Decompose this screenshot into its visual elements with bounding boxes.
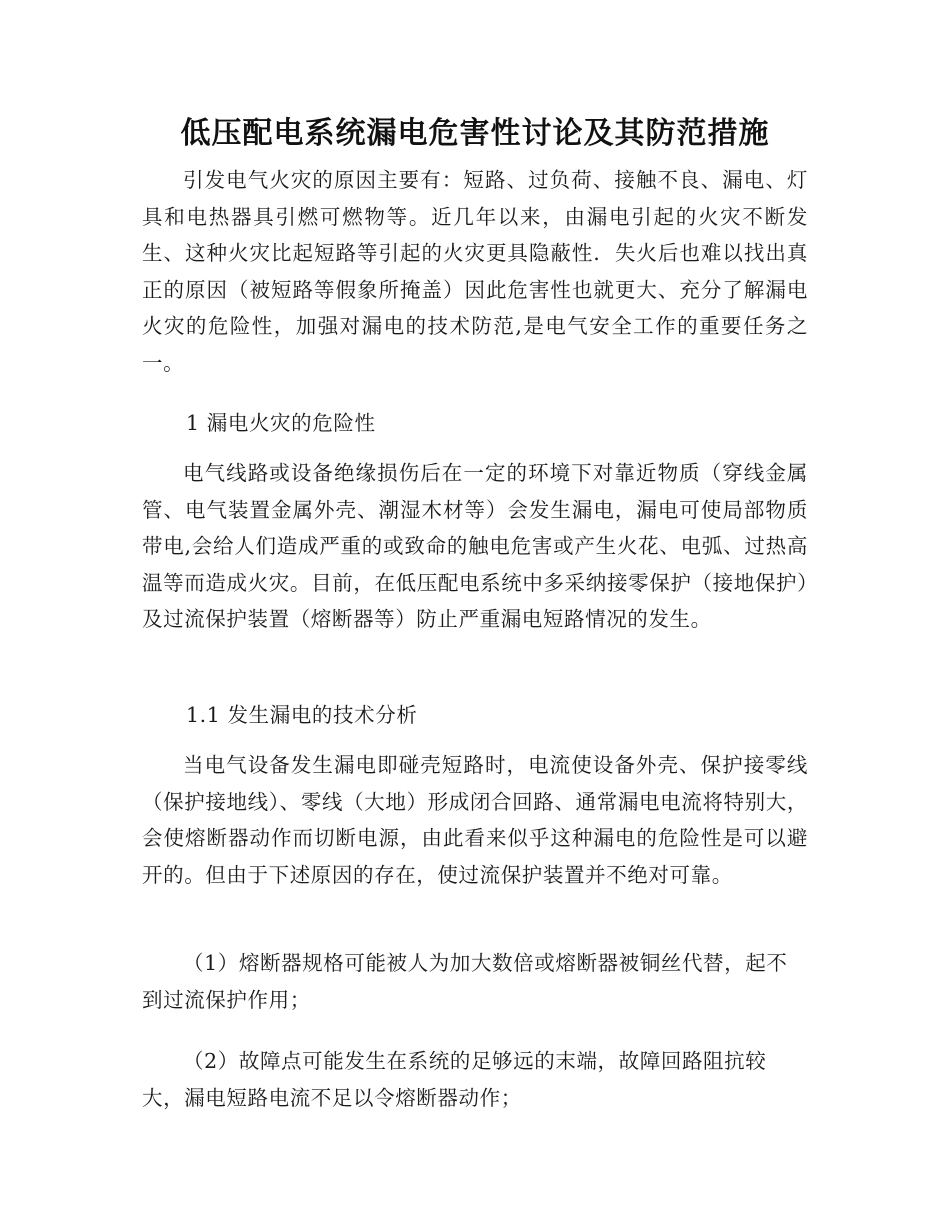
list-item-2: （2）故障点可能发生在系统的足够远的末端，故障回路阻抗较大，漏电短路电流不足以令熔断器动作； <box>142 1049 767 1110</box>
section-1-heading: 1 漏电火灾的危险性 <box>186 411 376 435</box>
section-1-paragraph: 电气线路或设备绝缘损伤后在一定的环境下对靠近物质（穿线金属管、电气装置金属外壳、潮湿木材等）会发生漏电，漏电可使局部物质带电,会给人们造成严重的或致命的触电危害或产生火花、电弧、过热高温等而造成火灾。目前，在低压配电系统中多采纳接零保护（接地保护）及过流保护装置（熔断器等）防止严重漏电短路情况的发生。 <box>142 461 808 631</box>
list-item-1: （1）熔断器规格可能被人为加大数倍或熔断器被铜丝代替，起不到过流保护作用； <box>142 951 788 1012</box>
intro-paragraph: 引发电气火灾的原因主要有：短路、过负荷、接触不良、漏电、灯具和电热器具引燃可燃物等。近几年以来，由漏电引起的火灾不断发生、这种火灾比起短路等引起的火灾更具隐蔽性．失火后也难以找出真正的原因（被短路等假象所掩盖）因此危害性也就更大、充分了解漏电火灾的危险性，加强对漏电的技术防范,是电气安全工作的重要任务之一。 <box>142 168 808 375</box>
section-1-1-heading: 1.1 发生漏电的技术分析 <box>186 703 418 727</box>
document-title: 低压配电系统漏电危害性讨论及其防范措施 <box>180 116 770 151</box>
section-1-1-paragraph: 当电气设备发生漏电即碰壳短路时，电流使设备外壳、保护接零线（保护接地线）、零线（大地）形成闭合回路、通常漏电电流将特别大，会使熔断器动作而切断电源，由此看来似乎这种漏电的危险性是可以避开的。但由于下述原因的存在，使过流保护装置并不绝对可靠。 <box>142 753 808 887</box>
